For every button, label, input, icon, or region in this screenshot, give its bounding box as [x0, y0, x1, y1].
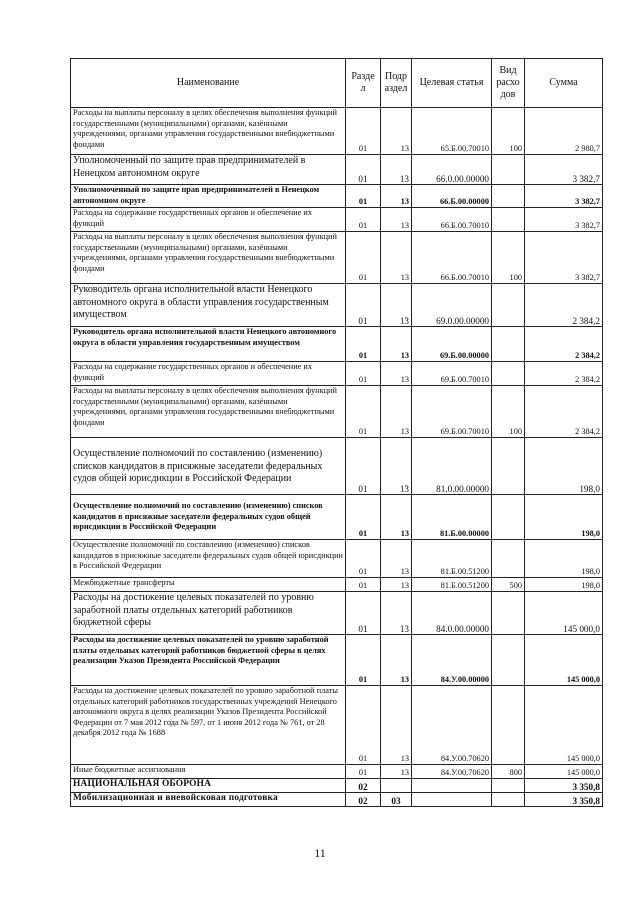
row-subsection: 13 — [381, 592, 412, 635]
row-type — [492, 438, 525, 495]
row-type: 100 — [492, 386, 525, 438]
row-type — [492, 793, 525, 807]
table-row — [71, 592, 603, 635]
row-name: Мобилизационная и вневойсковая подготовка — [71, 793, 346, 807]
table-row — [71, 779, 603, 793]
row-name: Расходы на достижение целевых показателей по уровню заработной платы отдельных категорий работников бюджетной сферы в целях реализации Указов Президента Российской Федерации — [71, 635, 346, 686]
row-amount: 3 382,7 — [525, 155, 603, 185]
table-row — [71, 635, 603, 686]
row-subsection: 13 — [381, 635, 412, 686]
row-subsection: 13 — [381, 540, 412, 578]
row-target: 66.0.00.00000 — [412, 155, 492, 185]
row-target: 81.0.00.00000 — [412, 438, 492, 495]
row-name: Осуществление полномочий по составлению (изменению) списков кандидатов в присяжные заседатели федеральных судов общей юрисдикции в Российской Федерации — [71, 438, 346, 495]
row-type — [492, 284, 525, 327]
row-section: 01 — [346, 495, 381, 540]
row-type — [492, 635, 525, 686]
row-amount: 3 382,7 — [525, 208, 603, 232]
header-name: Наименование — [71, 59, 346, 108]
row-section: 01 — [346, 386, 381, 438]
row-amount: 2 384,2 — [525, 362, 603, 386]
table-row — [71, 108, 603, 155]
row-target: 69.Б.00.70010 — [412, 386, 492, 438]
row-type — [492, 540, 525, 578]
row-type — [492, 362, 525, 386]
row-target: 69.Б.00.00000 — [412, 327, 492, 362]
row-amount: 2 980,7 — [525, 108, 603, 155]
row-type — [492, 185, 525, 208]
row-name: Осуществление полномочий по составлению (изменению) списков кандидатов в присяжные заседатели федеральных судов общей юрисдикции в Российской Федерации — [71, 495, 346, 540]
table-row — [71, 208, 603, 232]
table-row — [71, 686, 603, 765]
row-amount: 198,0 — [525, 540, 603, 578]
row-amount: 2 384,2 — [525, 284, 603, 327]
row-target: 69.0.00.00000 — [412, 284, 492, 327]
row-type — [492, 686, 525, 765]
row-target: 84.0.00.00000 — [412, 592, 492, 635]
table-header-row — [71, 59, 603, 108]
row-target — [412, 779, 492, 793]
row-section: 01 — [346, 208, 381, 232]
row-name: Расходы на содержание государственных органов и обеспечение их функций — [71, 208, 346, 232]
row-subsection: 13 — [381, 765, 412, 779]
row-name: Руководитель органа исполнительной власти Ненецкого автономного округа в области управления государственным имуществом — [71, 284, 346, 327]
header-expense-type: Вид расхо дов — [492, 59, 525, 108]
row-section: 02 — [346, 779, 381, 793]
header-amount: Сумма — [525, 59, 603, 108]
row-name: Уполномоченный по защите прав предпринимателей в Ненецком автономном округе — [71, 185, 346, 208]
row-name: Расходы на выплаты персоналу в целях обеспечения выполнения функций государственными (муниципальными) органами, казёнными учреждениями, органами управления государственными внебюджетными фондами — [71, 386, 346, 438]
row-type — [492, 155, 525, 185]
row-name: Осуществление полномочий по составлению (изменению) списков кандидатов в присяжные заседатели федеральных судов общей юрисдикции в Российской Федерации — [71, 540, 346, 578]
row-type — [492, 327, 525, 362]
row-section: 01 — [346, 155, 381, 185]
row-name: НАЦИОНАЛЬНАЯ ОБОРОНА — [71, 779, 346, 793]
row-name: Межбюджетные трансферты — [71, 578, 346, 592]
row-amount: 3 350,8 — [525, 779, 603, 793]
row-name: Расходы на содержание государственных органов и обеспечение их функций — [71, 362, 346, 386]
row-name: Иные бюджетные ассигнования — [71, 765, 346, 779]
row-target: 65.Б.00.70010 — [412, 108, 492, 155]
table-row — [71, 362, 603, 386]
row-name: Уполномоченный по защите прав предпринимателей в Ненецком автономном округе — [71, 155, 346, 185]
row-name: Расходы на достижение целевых показателей по уровню заработной платы отдельных категорий работников государственных учреждений Ненецкого автономного округа в целях реализации Указов Президента Российской Федерации от 7 мая 2012 года № 597, от 1 июня 2012 года № 761, от 28 декабря 2012 года № 1688 — [71, 686, 346, 765]
row-amount: 3 382,7 — [525, 185, 603, 208]
row-amount: 145 000,0 — [525, 592, 603, 635]
table-row — [71, 578, 603, 592]
table-row — [71, 765, 603, 779]
table-row — [71, 284, 603, 327]
row-amount: 3 382,7 — [525, 232, 603, 284]
row-amount: 198,0 — [525, 495, 603, 540]
row-type — [492, 208, 525, 232]
table-row — [71, 495, 603, 540]
header-section: Разде л — [346, 59, 381, 108]
row-subsection: 13 — [381, 327, 412, 362]
table-row — [71, 327, 603, 362]
row-section: 01 — [346, 578, 381, 592]
row-target: 66.Б.00.00000 — [412, 185, 492, 208]
row-section: 01 — [346, 438, 381, 495]
row-target: 81.Б.00.00000 — [412, 495, 492, 540]
row-section: 01 — [346, 362, 381, 386]
row-subsection: 03 — [381, 793, 412, 807]
table-row — [71, 438, 603, 495]
row-target: 66.Б.00.70010 — [412, 232, 492, 284]
row-subsection: 13 — [381, 495, 412, 540]
row-type: 800 — [492, 765, 525, 779]
row-subsection: 13 — [381, 155, 412, 185]
row-subsection: 13 — [381, 108, 412, 155]
row-type: 500 — [492, 578, 525, 592]
row-subsection: 13 — [381, 232, 412, 284]
header-target-article: Целевая статья — [412, 59, 492, 108]
budget-table — [70, 58, 603, 807]
row-target: 81.Б.00.51200 — [412, 540, 492, 578]
row-target: 84.У.00.00000 — [412, 635, 492, 686]
table-row — [71, 185, 603, 208]
row-subsection: 13 — [381, 208, 412, 232]
row-type: 100 — [492, 108, 525, 155]
row-subsection: 13 — [381, 362, 412, 386]
row-section: 01 — [346, 765, 381, 779]
row-section: 01 — [346, 327, 381, 362]
row-section: 01 — [346, 232, 381, 284]
row-subsection — [381, 779, 412, 793]
row-target — [412, 793, 492, 807]
row-target: 69.Б.00.70010 — [412, 362, 492, 386]
row-type — [492, 779, 525, 793]
row-target: 66.Б.00.70010 — [412, 208, 492, 232]
table-row — [71, 232, 603, 284]
row-amount: 145 000,0 — [525, 686, 603, 765]
row-subsection: 13 — [381, 386, 412, 438]
row-name: Расходы на достижение целевых показателей по уровню заработной платы отдельных категорий работников бюджетной сферы — [71, 592, 346, 635]
header-subsection: Подр аздел — [381, 59, 412, 108]
row-section: 01 — [346, 284, 381, 327]
row-section: 01 — [346, 540, 381, 578]
row-subsection: 13 — [381, 686, 412, 765]
row-section: 01 — [346, 686, 381, 765]
row-section: 01 — [346, 635, 381, 686]
table-row — [71, 540, 603, 578]
table-row — [71, 386, 603, 438]
row-amount: 2 384,2 — [525, 386, 603, 438]
row-name: Расходы на выплаты персоналу в целях обеспечения выполнения функций государственными (муниципальными) органами, казёнными учреждениями, органами управления государственными внебюджетными фондами — [71, 108, 346, 155]
row-name: Руководитель органа исполнительной власти Ненецкого автономного округа в области управления государственным имуществом — [71, 327, 346, 362]
row-subsection: 13 — [381, 185, 412, 208]
row-section: 01 — [346, 185, 381, 208]
row-amount: 145 000,0 — [525, 635, 603, 686]
row-name: Расходы на выплаты персоналу в целях обеспечения выполнения функций государственными (муниципальными) органами, казёнными учреждениями, органами управления государственными внебюджетными фондами — [71, 232, 346, 284]
row-amount: 198,0 — [525, 578, 603, 592]
row-amount: 2 384,2 — [525, 327, 603, 362]
row-subsection: 13 — [381, 578, 412, 592]
row-section: 01 — [346, 592, 381, 635]
row-target: 84.У.00.70620 — [412, 765, 492, 779]
table-row — [71, 155, 603, 185]
row-amount: 3 350,8 — [525, 793, 603, 807]
row-subsection: 13 — [381, 284, 412, 327]
row-target: 81.Б.00.51200 — [412, 578, 492, 592]
row-amount: 198,0 — [525, 438, 603, 495]
row-target: 84.У.00.70620 — [412, 686, 492, 765]
row-type — [492, 592, 525, 635]
row-amount: 145 000,0 — [525, 765, 603, 779]
row-subsection: 13 — [381, 438, 412, 495]
row-type — [492, 495, 525, 540]
row-section: 02 — [346, 793, 381, 807]
table-row — [71, 793, 603, 807]
row-section: 01 — [346, 108, 381, 155]
row-type: 100 — [492, 232, 525, 284]
page-number: 11 — [314, 846, 326, 860]
